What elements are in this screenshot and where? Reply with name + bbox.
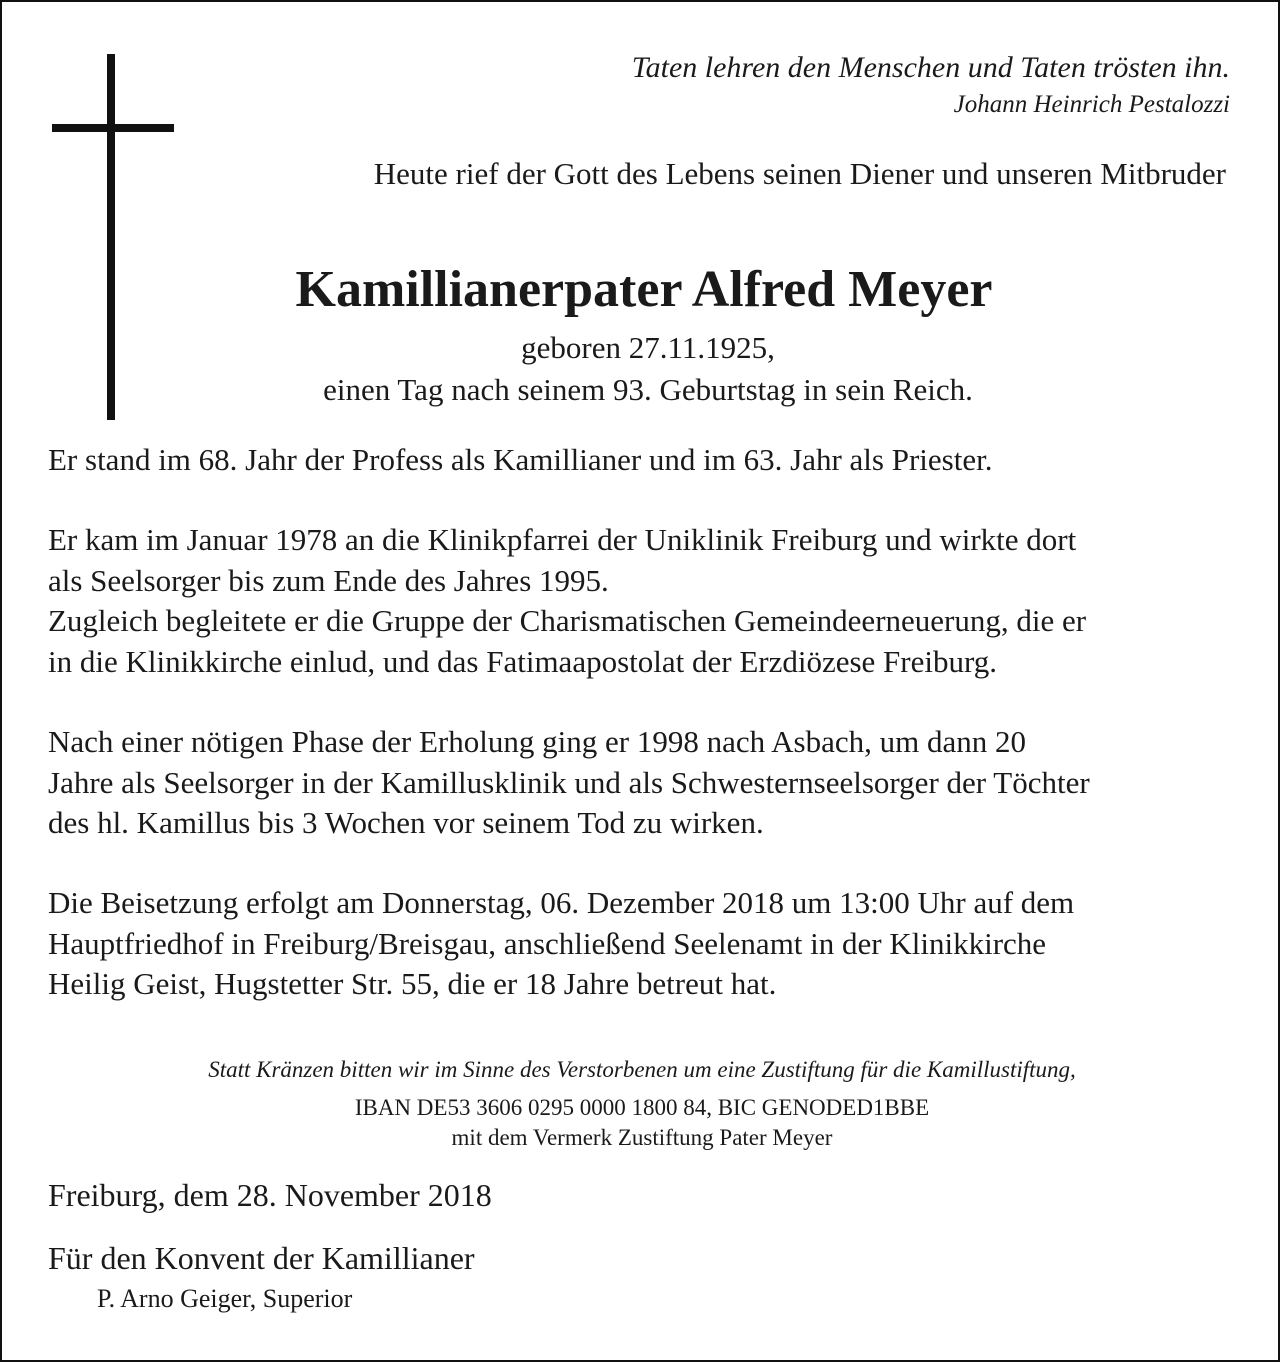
cross-icon (107, 54, 115, 420)
deceased-name-block (2, 260, 1280, 319)
convent-signature: Für den Konvent der Kamillianer (48, 1240, 475, 1276)
text-line: des hl. Kamillus bis 3 Wochen vor seinem Tod zu wirken. (48, 805, 764, 840)
text-line: Er kam im Januar 1978 an die Klinikpfarrei der Uniklinik Freiburg und wirkte dort (48, 522, 1077, 557)
text-line: als Seelsorger bis zum Ende des Jahres 1995. (48, 562, 609, 598)
text-line: Zugleich begleitete er die Gruppe der Charismatischen Gemeindeerneuerung, die er (48, 603, 1087, 638)
bank-details: IBAN DE53 3606 0295 0000 1800 84, BIC GENODED1BBE (354, 1095, 930, 1120)
epigraph-quote: Taten lehren den Menschen und Taten trösten ihn. (631, 51, 1230, 84)
birth-date: geboren 27.11.1925, (521, 330, 775, 365)
deceased-name: Kamillianerpater Alfred Meyer (295, 261, 993, 318)
text-line: Er stand im 68. Jahr der Profess als Kamillianer und im 63. Jahr als Priester. (48, 442, 993, 477)
text-line: Jahre als Seelsorger in der Kamillusklinik und als Schwesternseelsorger der Töchter (48, 764, 1090, 800)
text-line: Hauptfriedhof in Freiburg/Breisgau, anschließend Seelenamt in der Klinikkirche (48, 925, 1047, 961)
epigraph-author: Johann Heinrich Pestalozzi (953, 91, 1230, 118)
text-line: Nach einer nötigen Phase der Erholung ging er 1998 nach Asbach, um dann 20 (48, 724, 1026, 759)
donation-reference: mit dem Vermerk Zustiftung Pater Meyer (451, 1125, 833, 1150)
text-line: Die Beisetzung erfolgt am Donnerstag, 06. Dezember 2018 um 13:00 Uhr auf dem (48, 885, 1075, 920)
paragraph-funeral (48, 883, 1248, 1005)
donation-note: Statt Kränzen bitten wir im Sinne des Verstorbenen um eine Zustiftung für die Kamillustiftung, (208, 1057, 1076, 1082)
text-line: in die Klinikkirche einlud, und das Fatimaapostolat der Erzdiözese Freiburg. (48, 643, 997, 679)
signer-name: P. Arno Geiger, Superior (97, 1284, 353, 1313)
intro-line: Heute rief der Gott des Lebens seinen Diener und unseren Mitbruder (373, 156, 1226, 191)
cross-icon-bar (52, 124, 174, 132)
paragraph-freiburg (48, 520, 1248, 682)
paragraph-profession (48, 440, 1248, 481)
death-line: einen Tag nach seinem 93. Geburtstag in sein Reich. (323, 372, 973, 407)
place-date: Freiburg, dem 28. November 2018 (48, 1177, 492, 1213)
paragraph-asbach (48, 722, 1248, 844)
text-line: Heilig Geist, Hugstetter Str. 55, die er 18 Jahre betreut hat. (48, 966, 777, 1001)
